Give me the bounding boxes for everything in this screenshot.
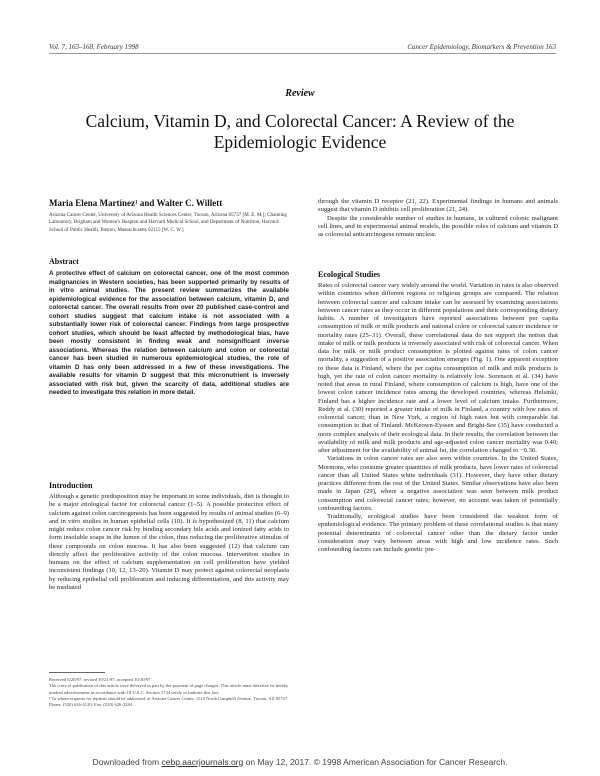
footer-suffix: on May 12, 2017. © 1998 American Association for Cancer Research. — [243, 757, 508, 767]
footnote-divider — [49, 672, 105, 673]
footnote-costs: The costs of publication of this article were defrayed in part by the payment of page charges. This article must therefore be hereby marked advertisement in accordance with 18 U.S.C. Section 1734 solely to indicate this fact. — [49, 683, 289, 695]
introduction-paragraph: Although a genetic predisposition may be important in some individuals, diet is thought to be a major etiological factor for colorectal cancer (1–5). A possible protective effect of calcium against colon carcinogenesis has been suggested by results of animal studies (6–9) and in vitro studies in human epithelial cells (10). It is hypothesized (8, 11) that calcium might reduce colon cancer risk by binding secondary bile acids and ionized fatty acids to form insoluble soaps in the lumen of the colon, thus reducing the proliferative stimulus of these compounds on colon mucosa. It has also been suggested (12) that calcium can directly affect the proliferative activity of the colon mucosa. Intervention studies in humans on the effect of calcium supplementation on cell proliferation have yielded inconsistent findings (10, 12, 13–20). Vitamin D may protect against colorectal neoplasia by reducing epithelial cell proliferation and inducing differentiation, and this activity may be mediated — [49, 493, 289, 591]
introduction-continued-paragraph: through the vitamin D receptor (21, 22). Experimental findings in humans and animals suggest that vitamin D inhibits cell proliferation (21, 24). — [318, 198, 558, 214]
ecological-paragraph-2: Variations in colon cancer rates are also seen within countries. In the United States, Mormons, who consume greater quantities of milk products, have lower rates of colorectal cancer than all United States white individuals (31). However, they have other dietary practices different from the rest of the United States. Similar observations have also been made in Japan (29), where a negative association was seen between milk product consumption and colorectal cancer rates; however, no account was taken of potentially confounding factors. — [318, 455, 558, 512]
author-list: Maria Elena Martínez¹ and Walter C. Willett — [49, 198, 223, 208]
introduction-body — [49, 493, 289, 592]
section-label: Review — [285, 88, 315, 99]
author-affiliation: Arizona Cancer Center, University of Arizona Health Sciences Center, Tucson, Arizona 85737 [M. E. M.]; Channing Laboratory, Brigham and Women's Hospital and Harvard Medical School, and Department of Nutrition, Harvard School of Public Health, Boston, Massachusetts 02115 [W. C. W.] — [49, 212, 287, 233]
introduction-paragraph-2: Despite the considerable number of studies in humans, in cultured colonic malignant cell lines, and in experimental animal models, the possible roles of calcium and vitamin D as colorectal anticarcinogens remain unclear. — [318, 214, 558, 238]
footer-prefix: Downloaded from — [92, 757, 162, 767]
ecological-paragraph-3: Traditionally, ecological studies have been considered the weakest form of epidemiological evidence. The primary problem of these correlational studies is that many potential determinants of colorectal cancer other than the dietary factor under consideration may vary between areas with high and low incidence rates. Such confounding factors can include genetic pre- — [318, 513, 558, 553]
abstract-heading: Abstract — [49, 257, 79, 266]
running-header-journal: Cancer Epidemiology, Biomarkers & Prevention 163 — [407, 43, 556, 51]
introduction-continued — [318, 198, 558, 239]
ecological-studies-body — [318, 282, 558, 554]
running-header-citation: Vol. 7, 163–168, February 1998 — [49, 43, 139, 51]
introduction-heading: Introduction — [49, 481, 93, 490]
footer-journal-link[interactable]: cebp.aacrjournals.org — [161, 757, 244, 767]
ecological-paragraph-1: Rates of colorectal cancer vary widely around the world. Variation in rates is also observed within countries when different regions or religious groups are compared. The relation between colorectal cancer and calcium intake can be assessed by examining associations between cancer rates as they occur in different populations and their corresponding dietary habits. A number of investigators have reported associations between per capita consumption of milk or milk products and national colon or colorectal cancer incidence or mortality rates (25–31). Overall, these correlational data do not support the notion that intake of milk or milk products is inversely associated with risk of colorectal cancer. When data for milk or milk product consumption is plotted against rates of colon cancer mortality, a suggestion of a positive association emerges (Fig. 1). One apparent exception to these data is Finland, where the per capita consumption of milk and milk products is high, yet the rate of colon cancer mortality is relatively low. Sorenson et al. (34) have noted that areas in rural Finland, where consumption of calcium is high, have one of the lowest colon cancer incidence rates among the developed countries, whereas Helsinki, Finland has a higher incidence rate and a lower level of calcium intake. Furthermore, Reddy et al. (30) reported a greater intake of milk in Finland, a country with low rates of colorectal cancer, than in New York, a region of high rates but with comparable fat consumption to that of Finland. McKeown-Eyssen and Bright-See (35) have conducted a more complex analysis of their ecological data. In their results, the correlation between the availability of milk and milk products and age-adjusted colon cancer mortality was 0.40; after adjustment for the availability of animal fat, the correlation changed to −0.30. — [318, 282, 558, 454]
ecological-studies-heading: Ecological Studies — [318, 270, 381, 279]
footnote-reprints: ¹ To whom requests for reprints should be addressed, at Arizona Cancer Center, 1515 North Campbell Avenue, Tucson, AZ 85737. Phone: (520) 626-4120; Fax: (520) 626-2284. — [49, 695, 289, 708]
abstract-text: A protective effect of calcium on colorectal cancer, one of the most common malignancies in Western societies, has been supported primarily by results of in vitro animal studies. The present review summarizes the available epidemiological evidence for the association between calcium, vitamin D, and colorectal cancer. The overall results from over 20 published case-control and cohort studies suggest that calcium intake is not associated with a substantially lower risk of colorectal cancer. Findings from large prospective cohort studies, which should be least affected by methodological bias, have been mostly consistent in finding weak and nonsignificant inverse associations. Whereas the relation between calcium and colon or colorectal cancer has been studied in numerous epidemiological studies, the role of vitamin D has only been addressed in a few of these investigations. The available results for vitamin D suggest that this micronutrient is inversely associated with risk but, given the scarcity of data, additional studies are needed to investigate this relation in more detail. — [49, 270, 289, 396]
download-footer — [0, 757, 600, 767]
paper-title: Calcium, Vitamin D, and Colorectal Cancer: A Review of the Epidemiologic Evidence — [85, 111, 515, 152]
footnote-received: Received 6/20/97; revised 10/21/97; accepted 10/30/97. — [49, 677, 152, 682]
header-divider — [49, 53, 556, 54]
footnotes — [49, 677, 289, 708]
